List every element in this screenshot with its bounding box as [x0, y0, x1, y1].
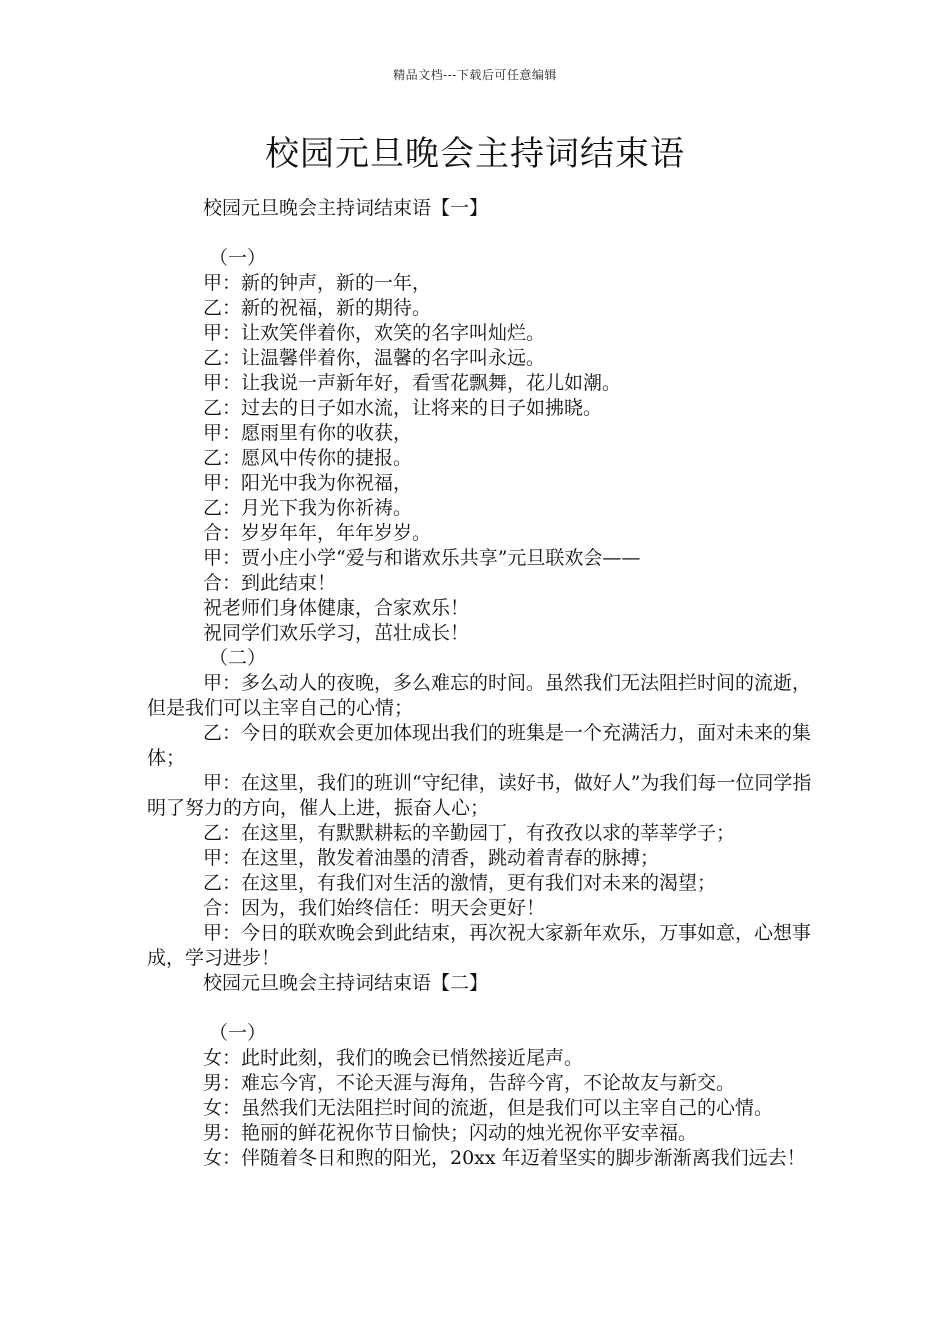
part-label: （一） — [209, 1022, 267, 1044]
dialogue-line: 祝同学们欢乐学习，茁壮成长！ — [203, 622, 470, 644]
section-heading: 校园元旦晚会主持词结束语【二】 — [203, 972, 489, 994]
dialogue-line: 乙：过去的日子如水流，让将来的日子如拂晓。 — [203, 397, 603, 419]
dialogue-line: 甲：阳光中我为你祝福， — [203, 472, 413, 494]
dialogue-paragraph: 男：难忘今宵，不论天涯与海角，告辞今宵，不论故友与新交。 — [203, 1072, 736, 1094]
dialogue-paragraph: 合：因为，我们始终信任：明天会更好！ — [203, 897, 546, 919]
dialogue-line: 乙：新的祝福，新的期待。 — [203, 297, 432, 319]
dialogue-paragraph: 乙：今日的联欢会更加体现出我们的班集是一个充满活力，面对未来的集体； — [147, 722, 812, 769]
part-label: （一） — [209, 247, 267, 269]
dialogue-paragraph: 女：伴随着冬日和煦的阳光，20xx 年迈着坚实的脚步渐渐离我们远去！ — [203, 1147, 806, 1169]
dialogue-line: 甲：贾小庄小学“爱与和谐欢乐共享”元旦联欢会—— — [203, 547, 641, 569]
section-heading: 校园元旦晚会主持词结束语【一】 — [203, 197, 489, 219]
document-title: 校园元旦晚会主持词结束语 — [265, 134, 685, 174]
dialogue-line: 甲：愿雨里有你的收获， — [203, 422, 413, 444]
dialogue-line: 合：岁岁年年，年年岁岁。 — [203, 522, 432, 544]
dialogue-line: 乙：月光下我为你祈祷。 — [203, 497, 413, 519]
document-body — [147, 196, 815, 1171]
dialogue-paragraph: 甲：在这里，散发着油墨的清香，跳动着青春的脉搏； — [203, 847, 660, 869]
dialogue-paragraph: 甲：多么动人的夜晚，多么难忘的时间。虽然我们无法阻拦时间的流逝，但是我们可以主宰自己的心情； — [147, 672, 812, 719]
dialogue-paragraph: 甲：在这里，我们的班训“守纪律，读好书，做好人”为我们每一位同学指明了努力的方向，催人上进，振奋人心； — [147, 772, 812, 819]
dialogue-line: 甲：让我说一声新年好，看雪花飘舞，花儿如潮。 — [203, 372, 622, 394]
dialogue-paragraph: 女：虽然我们无法阻拦时间的流逝，但是我们可以主宰自己的心情。 — [203, 1097, 774, 1119]
dialogue-paragraph: 男：艳丽的鲜花祝你节日愉快；闪动的烛光祝你平安幸福。 — [203, 1122, 698, 1144]
dialogue-line: 合：到此结束！ — [203, 572, 337, 594]
page-header: 精品文档---下载后可任意编辑 — [393, 68, 557, 82]
dialogue-line: 甲：让欢笑伴着你，欢笑的名字叫灿烂。 — [203, 322, 546, 344]
dialogue-line: 祝老师们身体健康，合家欢乐！ — [203, 597, 470, 619]
dialogue-paragraph: 甲：今日的联欢晚会到此结束，再次祝大家新年欢乐，万事如意，心想事成，学习进步！ — [147, 922, 812, 969]
dialogue-paragraph: 乙：在这里，有默默耕耘的辛勤园丁，有孜孜以求的莘莘学子； — [203, 822, 736, 844]
dialogue-line: 甲：新的钟声，新的一年， — [203, 272, 432, 294]
part-label: （二） — [209, 647, 267, 669]
dialogue-paragraph: 女：此时此刻，我们的晚会已悄然接近尾声。 — [203, 1047, 584, 1069]
dialogue-line: 乙：愿风中传你的捷报。 — [203, 447, 413, 469]
dialogue-line: 乙：让温馨伴着你，温馨的名字叫永远。 — [203, 347, 546, 369]
dialogue-paragraph: 乙：在这里，有我们对生活的激情，更有我们对未来的渴望； — [203, 872, 717, 894]
